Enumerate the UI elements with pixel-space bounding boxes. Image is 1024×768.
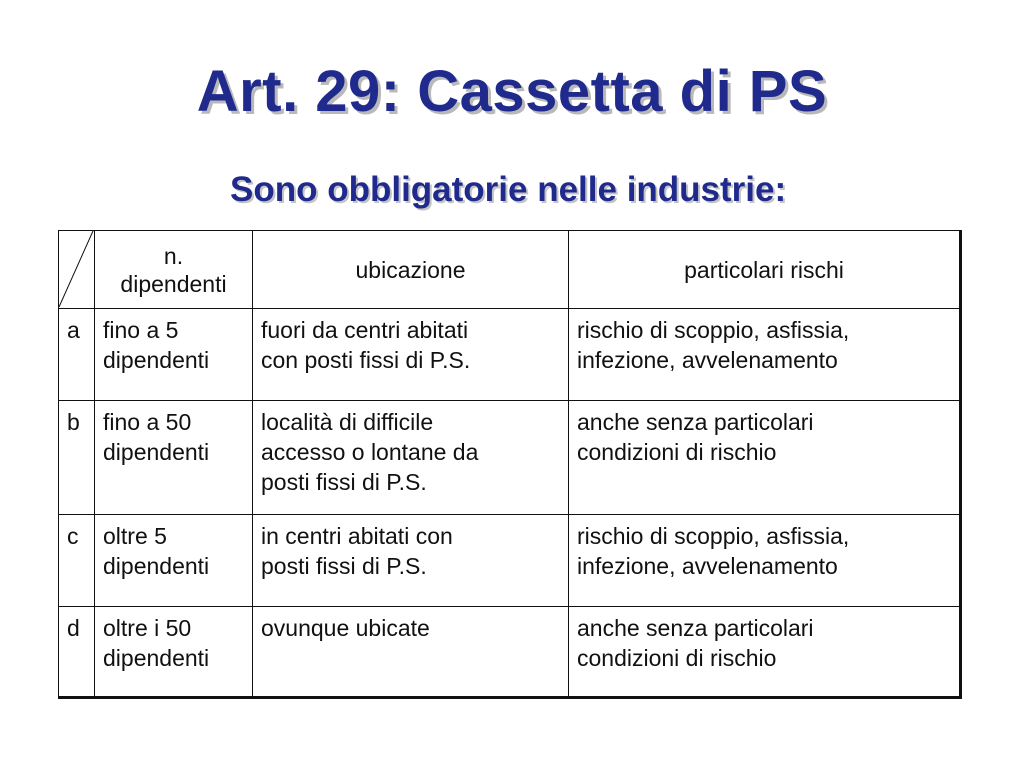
table-row xyxy=(59,515,961,607)
slide-subtitle: Sono obbligatorie nelle industrie: xyxy=(230,170,787,209)
cell-rischi xyxy=(569,401,961,515)
text-line: ovunque ubicate xyxy=(261,615,430,641)
text-line: condizioni di rischio xyxy=(577,645,777,671)
cell-dipendenti xyxy=(95,607,253,698)
text-line: fino a 5 xyxy=(103,317,179,343)
cell-rischi xyxy=(569,607,961,698)
text-line: dipendenti xyxy=(103,645,210,671)
text-line: dipendenti xyxy=(103,439,210,465)
text-line: rischio di scoppio, asfissia, xyxy=(577,317,850,343)
requirements-table xyxy=(58,230,960,697)
corner-cell xyxy=(59,231,95,309)
header-rischi: particolari rischi xyxy=(569,231,961,309)
cell-dipendenti xyxy=(95,309,253,401)
cell-ubicazione xyxy=(253,401,569,515)
row-letter: d xyxy=(59,607,95,698)
text-line: accesso o lontane da xyxy=(261,439,479,465)
header-dipendenti-line1: n. xyxy=(163,242,184,269)
text-line: anche senza particolari xyxy=(577,409,814,435)
cell-rischi xyxy=(569,515,961,607)
table-row xyxy=(59,607,961,698)
row-letter: b xyxy=(59,401,95,515)
text-line: dipendenti xyxy=(103,553,210,579)
row-letter: a xyxy=(59,309,95,401)
text-line: fuori da centri abitati xyxy=(261,317,469,343)
text-line: con posti fissi di P.S. xyxy=(261,347,471,373)
text-line: anche senza particolari xyxy=(577,615,814,641)
cell-dipendenti xyxy=(95,515,253,607)
text-line: oltre 5 xyxy=(103,523,167,549)
cell-ubicazione xyxy=(253,309,569,401)
cell-dipendenti xyxy=(95,401,253,515)
text-line: posti fissi di P.S. xyxy=(261,469,427,495)
text-line: fino a 50 xyxy=(103,409,192,435)
corner-diagonal xyxy=(59,231,95,309)
table-header-row xyxy=(59,231,961,309)
text-line: posti fissi di P.S. xyxy=(261,553,427,579)
text-line: località di difficile xyxy=(261,409,434,435)
slide-title: Art. 29: Cassetta di PS xyxy=(196,59,828,124)
text-line: in centri abitati con xyxy=(261,523,453,549)
text-line: infezione, avvelenamento xyxy=(577,553,838,579)
text-line: rischio di scoppio, asfissia, xyxy=(577,523,850,549)
cell-ubicazione xyxy=(253,607,569,698)
text-line: infezione, avvelenamento xyxy=(577,347,838,373)
header-dipendenti-line2: dipendenti xyxy=(120,270,227,297)
cell-rischi xyxy=(569,309,961,401)
row-letter: c xyxy=(59,515,95,607)
cell-ubicazione xyxy=(253,515,569,607)
text-line: oltre i 50 xyxy=(103,615,192,641)
table-row xyxy=(59,401,961,515)
header-ubicazione: ubicazione xyxy=(253,231,569,309)
table-row xyxy=(59,309,961,401)
header-dipendenti xyxy=(95,231,253,309)
text-line: condizioni di rischio xyxy=(577,439,777,465)
text-line: dipendenti xyxy=(103,347,210,373)
